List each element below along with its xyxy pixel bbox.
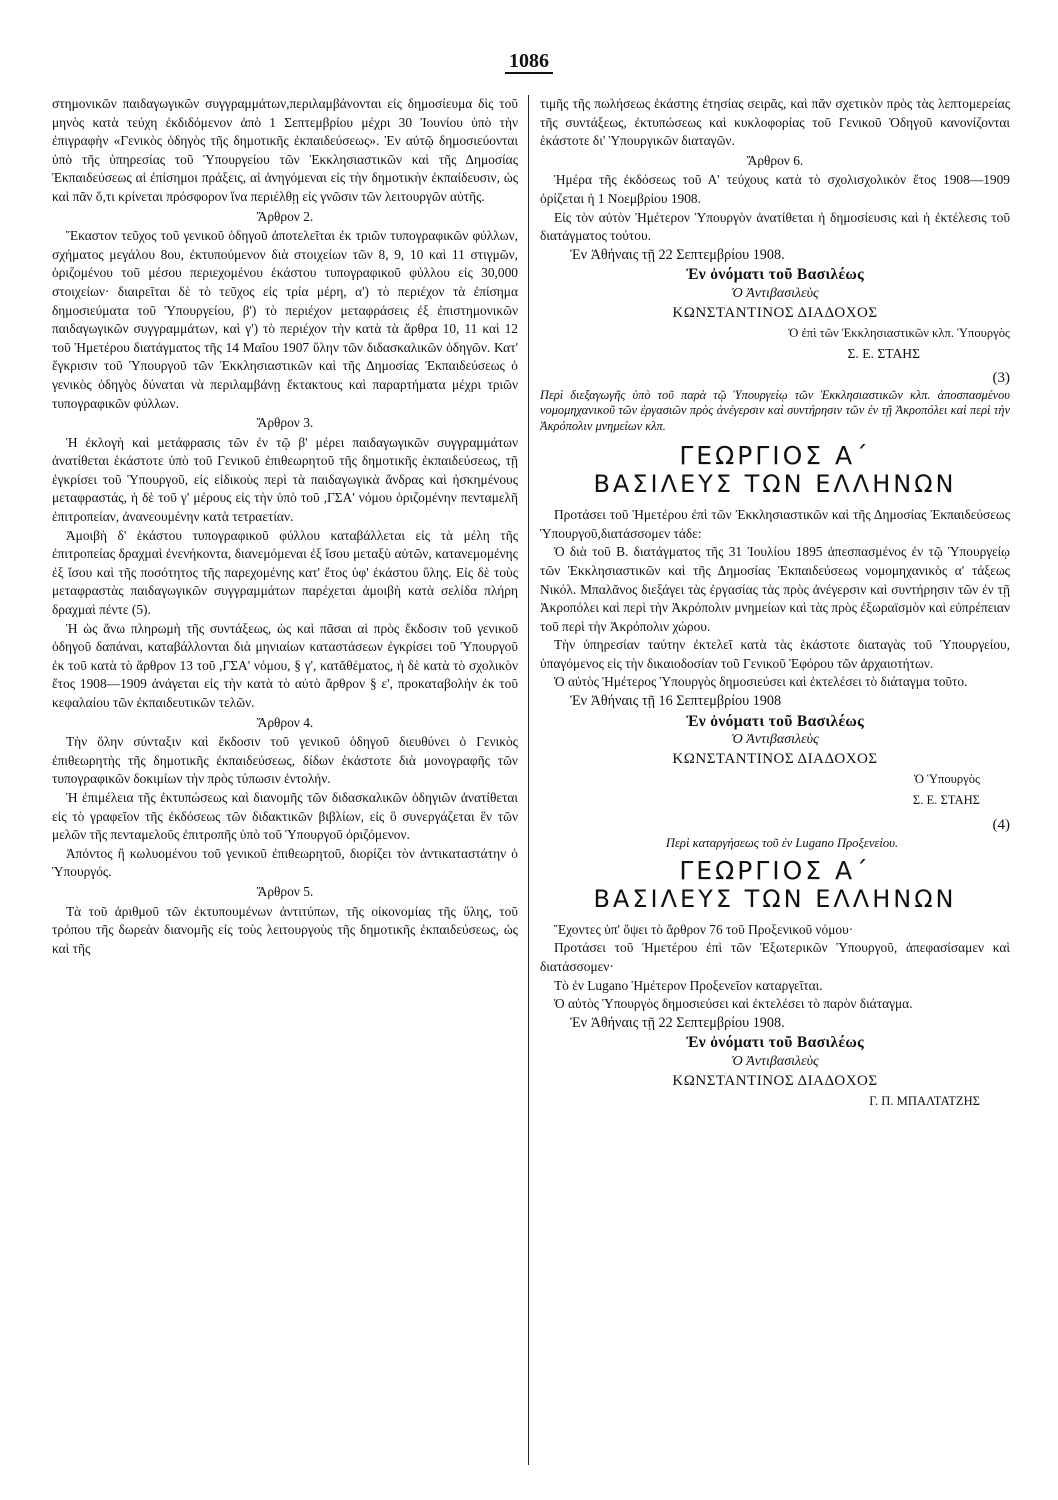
article-heading: Ἄρθρον 2. [256,208,314,224]
paragraph: τιμῆς τῆς πωλήσεως ἑκάστης ἐτησίας σειρᾶς, καὶ πᾶν σχετικὸν πρὸς τὰς λεπτομερείας τῆς συντάξεως, ἐκτυπώσεως καὶ κυκλοφορίας τοῦ Γενικοῦ Ὁδηγοῦ κανονίζονται ἑκάστοτε δι' Ὑπουργικῶν διαταγῶν. [540,96,1010,149]
king-subheading: ΒΑΣΙΛΕΥΣ ΤΩΝ ΕΛΛΗΝΩΝ [593,470,957,499]
paragraph: Ὁ διὰ τοῦ Β. διατάγματος τῆς 31 Ἰουλίου 1895 ἀπεσπασμένος ἐν τῷ Ὑπουργείῳ τῶν Ἐκκλησιαστικῶν καὶ τῆς Δημοσίας Ἐκπαιδεύσεως νομομηχανικὸς α' τάξεως Νικόλ. Μπαλᾶνος διεξάγει τὰς ἐργασίας τὰς πρὸς ἀνέγερσιν καὶ συντήρησιν τῶν ἐν τῇ Ἀκροπόλει καὶ περὶ τὴν Ἀκρόπολιν μνημείων καὶ τὰς πρὸς ἐξωραϊσμὸν καὶ εὐπρέπειαν τοῦ περὶ τὴν Ἀκρόπολιν χώρου. [540,544,1010,634]
paragraph: Τὸ ἐν Lugano Ἡμέτερον Προξενεῖον καταργεῖται. [554,977,823,993]
paragraph: Ἀπόντος ἢ κωλυομένου τοῦ γενικοῦ ἐπιθεωρητοῦ, διορίζει τὸν ἀντικαταστάτην ὁ Ὑπουργός. [52,845,518,880]
signature-title: Ἐν ὀνόματι τοῦ Βασιλέως [686,712,864,730]
article-heading: Ἄρθρον 6. [746,152,804,168]
signature-name: ΚΩΝΣΤΑΝΤΙΝΟΣ ΔΙΑΔΟΧΟΣ [672,304,878,321]
minister-name: Σ. Ε. ΣΤΑΗΣ [912,793,980,808]
article-heading: Ἄρθρον 3. [256,415,314,431]
paragraph: Ἡ ἐκλογὴ καὶ μετάφρασις τῶν ἐν τῷ β' μέρει παιδαγωγικῶν συγγραμμάτων ἀνατίθεται ἑκάστοτε ὑπὸ τοῦ Γενικοῦ ἐπιθεωρητοῦ τῆς δημοτικῆς ἐκπαιδεύσεως, τῇ ἐγκρίσει τοῦ Ὑπουργοῦ, εἰς εἰδικοὺς περὶ τὰ παιδαγωγικὰ ἄνδρας καὶ ἠσκημένους μεταφραστάς, ἡ δὲ τοῦ γ' μέρους εἰς τὴν ὑπὸ τοῦ ,ΓΣΑ' νόμου ὁριζομένην πενταμελῆ ἐπιτροπείαν, ἀνανεουμένην κατὰ τετραετίαν. [52,434,518,525]
king-heading: ΓΕΩΡΓΙΟΣ Α΄ [679,855,871,885]
minister-title: Ὁ ἐπὶ τῶν Ἐκκλησιαστικῶν κλπ. Ὑπουργὸς [788,326,1010,341]
paragraph: Εἰς τὸν αὐτὸν Ἡμέτερον Ὑπουργὸν ἀνατίθεται ἡ δημοσίευσις καὶ ἡ ἐκτέλεσις τοῦ διατάγματος τούτου. [540,209,1010,244]
place-date: Ἐν Ἀθήναις τῇ 16 Σεπτεμβρίου 1908 [570,693,782,710]
signature-subtitle: Ὁ Ἀντιβασιλεὺς [731,1053,819,1069]
paragraph: Τὴν ὅλην σύνταξιν καὶ ἔκδοσιν τοῦ γενικοῦ ὁδηγοῦ διευθύνει ὁ Γενικὸς ἐπιθεωρητὴς τῆς δημοτικῆς ἐκπαιδεύσεως, δίδων ἑκάστοτε διὰ μονογραφῆς τῶν τυπογραφικῶν δοκιμίων τὴν πρὸς τύπωσιν ἐντολήν. [52,734,518,787]
decree-subject: Περὶ διεξαγωγῆς ὑπὸ τοῦ παρὰ τῷ Ὑπουργείῳ τῶν Ἐκκλησιαστικῶν κλπ. ἀποσπασμένου νομομηχανικοῦ τῶν ἐργασιῶν πρὸς ἀνέγερσιν καὶ συντήρησιν τῶν ἐν τῇ Ἀκροπόλει καὶ περὶ τὴν Ἀκρόπολιν μνημείων κλπ. [540,387,1010,433]
paragraph: Ἕκαστον τεῦχος τοῦ γενικοῦ ὁδηγοῦ ἀποτελεῖται ἐκ τριῶν τυπογραφικῶν φύλλων, σχήματος μεγάλου 8ου, ἐκτυπούμενον διὰ στοιχείων τῶν 8, 9, 10 καὶ 11 στιγμῶν, ὁριζομένου τοῦ μέσου περιεχομένου ἑκάστου τυπογραφικοῦ φύλλου εἰς 30,000 στοιχείων· διαιρεῖται δὲ τὸ τεῦχος εἰς τρία μέρη, α') τὸ περιέχον τὰ ἐπίσημα δημοσιεύματα τοῦ Ὑπουργείου, β') τὸ περιέχον μεταφράσεις ἐξ ἐπιστημονικῶν παιδαγωγικῶν συγγραμμάτων, καὶ γ') τὸ περιέχον τὴν κατὰ τὰ ἄρθρα 10, 11 καὶ 12 τοῦ Ἡμετέρου διατάγματος τῆς 14 Μαΐου 1907 ὕλην τῶν διδασκαλικῶν ὁδηγῶν. Κατ' ἔγκρισιν τοῦ Ὑπουργοῦ τῶν Ἐκκλησιαστικῶν καὶ τῆς Δημοσίας Ἐκπαιδεύσεως ὁ γενικὸς ὁδηγὸς δύναται νὰ περιλαμβάνῃ ἔκτακτους καὶ παραρτήματα μέχρι τριῶν τυπογραφικῶν φύλλων. [52,228,518,411]
article-heading: Ἄρθρον 5. [256,883,314,899]
page-number: 1086 [0,50,1058,73]
place-date: Ἐν Ἀθήναις τῇ 22 Σεπτεμβρίου 1908. [570,1014,785,1031]
right-column [540,95,1010,1472]
paragraph: Τὰ τοῦ ἀριθμοῦ τῶν ἐκτυπουμένων ἀντιτύπων, τῆς οἰκονομίας τῆς ὕλης, τοῦ τρόπου τῆς δωρεὰν διανομῆς εἰς τοὺς λειτουργοὺς τῆς δημοτικῆς ἐκπαιδεύσεως, ὡς καὶ τῆς [52,903,518,956]
paragraph: Ὁ αὐτὸς Ἡμέτερος Ὑπουργὸς δημοσιεύσει καὶ ἐκτελέσει τὸ διάταγμα τοῦτο. [554,674,968,690]
king-heading: ΓΕΩΡΓΙΟΣ Α΄ [679,441,871,471]
signature-name: ΚΩΝΣΤΑΝΤΙΝΟΣ ΔΙΑΔΟΧΟΣ [672,750,878,767]
paragraph: Ἡμέρα τῆς ἐκδόσεως τοῦ Α' τεύχους κατὰ τὸ σχολισχολικὸν ἔτος 1908—1909 ὁρίζεται ἡ 1 Νοεμβρίου 1908. [540,172,1010,206]
paragraph: Προτάσει τοῦ Ἡμετέρου ἐπὶ τῶν Ἐξωτερικῶν Ὑπουργοῦ, ἀπεφασίσαμεν καὶ διατάσσομεν· [540,940,1010,974]
article-heading: Ἄρθρον 4. [256,714,314,730]
signature-block [540,1034,1010,1090]
signature-title: Ἐν ὀνόματι τοῦ Βασιλέως [686,1034,864,1052]
minister-name: Γ. Π. ΜΠΑΛΤΑΤΖΗΣ [869,1094,980,1109]
paragraph: Τὴν ὑπηρεσίαν ταύτην ἐκτελεῖ κατὰ τὰς ἑκάστοτε διαταγὰς τοῦ Ὑπουργείου, ὑπαγόμενος εἰς τὴν δικαιοδοσίαν τοῦ Γενικοῦ Ἐφόρου τῶν ἀρχαιοτήτων. [540,637,1010,671]
signature-title: Ἐν ὀνόματι τοῦ Βασιλέως [686,266,864,284]
signature-block [540,266,1010,322]
signature-subtitle: Ὁ Ἀντιβασιλεὺς [731,732,819,748]
decree-number: (4) [992,816,1010,833]
paragraph: Προτάσει τοῦ Ἡμετέρου ἐπὶ τῶν Ἐκκλησιαστικῶν καὶ τῆς Δημοσίας Ἐκπαιδεύσεως Ὑπουργοῦ,διατάσσομεν τάδε: [540,507,1010,541]
place-date: Ἐν Ἀθήναις τῇ 22 Σεπτεμβρίου 1908. [570,246,785,263]
minister-title: Ὁ Ὑπουργὸς [914,772,980,787]
signature-subtitle: Ὁ Ἀντιβασιλεὺς [731,285,819,301]
paragraph: Ἔχοντες ὑπ' ὄψει τὸ ἄρθρον 76 τοῦ Προξενικοῦ νόμου· [554,921,854,937]
column-divider [528,95,529,1465]
signature-block [540,713,1010,769]
decree-subject: Περὶ καταργήσεως τοῦ ἐν Lugano Προξενείου. [665,836,899,851]
paragraph: στημονικῶν παιδαγωγικῶν συγγραμμάτων,περιλαμβάνονται εἰς δημοσίευμα δὶς τοῦ μηνὸς κατὰ τεύχη ἐκδιδόμενον ἀπὸ 1 Σεπτεμβρίου μέχρι 30 Ἰουνίου ὑπὸ τὴν ἐπιγραφὴν «Γενικὸς ὁδηγὸς τῆς δημοτικῆς ἐκπαιδεύσεως». Ἐν αὐτῷ δημοσιεύονται ὑπὸ τῆς ὑπηρεσίας τοῦ Ὑπουργείου τῶν Ἐκκλησιαστικῶν καὶ τῆς Δημοσίας Ἐκπαιδεύσεως αἱ ἐπίσημοι πράξεις, αἱ ἀνηγόμεναι εἰς τὴν δημοτικὴν ἐκπαίδευσιν, ὡς καὶ πᾶν ὅ,τι κρίνεται πρόσφορον ἵνα περιέλθῃ εἰς γνῶσιν τῶν λειτουργῶν αὐτῆς. [52,96,518,204]
paragraph: Ὁ αὐτὸς Ὑπουργὸς δημοσιεύσει καὶ ἐκτελέσει τὸ παρὸν διάταγμα. [554,996,913,1012]
signature-name: ΚΩΝΣΤΑΝΤΙΝΟΣ ΔΙΑΔΟΧΟΣ [672,1072,878,1089]
left-column [52,95,518,1472]
paragraph: Ἡ ὡς ἄνω πληρωμὴ τῆς συντάξεως, ὡς καὶ πᾶσαι αἱ πρὸς ἔκδοσιν τοῦ γενικοῦ ὁδηγοῦ δαπάναι, καταβάλλονται διὰ μηνιαίων καταστάσεων ἐγκρίσει τοῦ Ὑπουργοῦ ἐκ τοῦ κατὰ τὸ ἄρθρον 13 τοῦ ,ΓΣΑ' νόμου, § γ', κατᾰθέματος, ἡ δὲ κατὰ τὸ σχολικὸν ἔτος 1908—1909 ἀνάγεται εἰς τὴν κατὰ τὸ αὐτὸ ἄρθρον § ε', προκαταβολὴν ἐκ τοῦ κεφαλαίου τῶν ἐκπαιδευτικῶν τελῶν. [52,620,518,710]
paragraph: Ἀμοιβὴ δ' ἑκάστου τυπογραφικοῦ φύλλου καταβάλλεται εἰς τὰ μέλη τῆς ἐπιτροπείας δραχμαὶ ἐνενήκοντα, διανεμόμεναι ἐξ ἴσου μεταξὺ αὐτῶν, κατανεμομένης ἐξ ἴσου καὶ τῆς ποσότητος τῆς παρεχομένης κατ' ἔτος ὑφ' ἑκάστου ὕλης. Εἰς δὲ τοὺς μεταφραστὰς παιδαγωγικῶν συγγραμμάτων παρέχεται ἀμοιβὴ κατὰ σελίδα πλήρη δραχμαὶ πέντε (5). [52,527,518,618]
decree-number: (3) [992,370,1010,387]
minister-name: Σ. Ε. ΣΤΑΗΣ [847,345,920,361]
paragraph: Ἡ ἐπιμέλεια τῆς ἐκτυπώσεως καὶ διανομῆς τῶν διδασκαλικῶν ὁδηγιῶν ἀνατίθεται εἰς τὸ γραφεῖον τῆς ἐκδόσεως τῶν διδακτικῶν βιβλίων, εἰς ὃ συνεργάζεται ἓν τῶν μελῶν τῆς πενταμελοῦς ἐπιτροπῆς ὑπὸ τοῦ Ὑπουργοῦ ὁριζόμενον. [52,789,518,843]
king-subheading: ΒΑΣΙΛΕΥΣ ΤΩΝ ΕΛΛΗΝΩΝ [593,884,957,913]
